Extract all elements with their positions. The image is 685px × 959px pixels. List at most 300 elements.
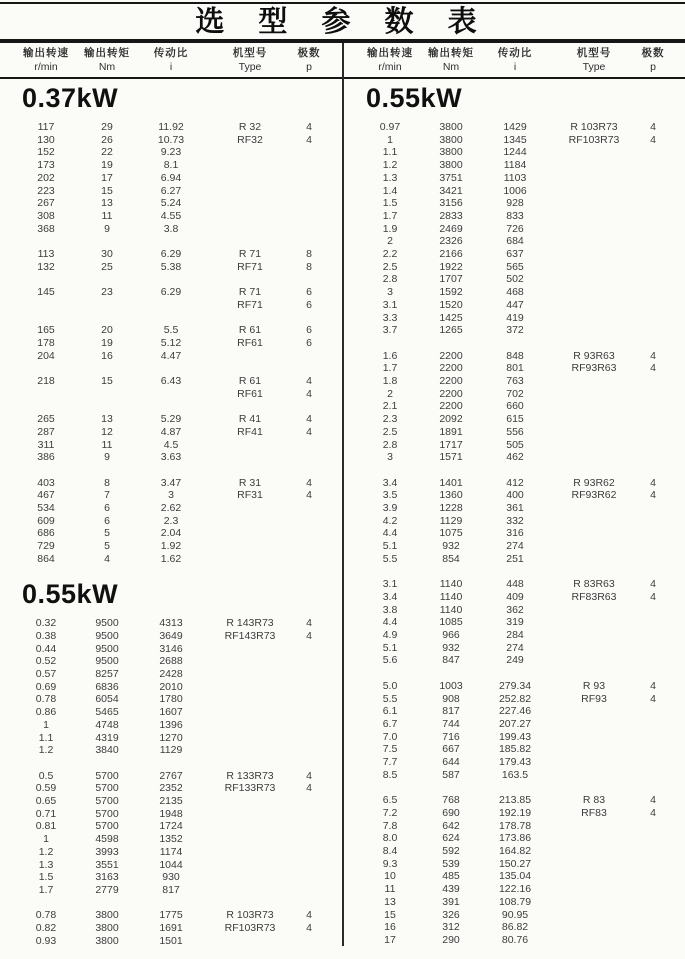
- cell-output-torque: 3156: [439, 197, 463, 210]
- cell-output-torque: 644: [442, 756, 460, 769]
- cell-ratio: 6.27: [160, 184, 182, 197]
- cell-output-torque: 9500: [95, 655, 119, 668]
- cell-output-torque: 1265: [439, 324, 463, 337]
- cell-output-torque: 3800: [439, 121, 463, 133]
- cell-model-type: [212, 693, 288, 706]
- cell-output-torque: 3163: [95, 871, 119, 884]
- table-row: [8, 833, 330, 846]
- cell-output-torque: 9500: [95, 642, 119, 655]
- cell-output-speed: 5.0: [382, 679, 398, 692]
- cell-poles: [288, 820, 330, 833]
- cell-output-torque: 1003: [439, 679, 463, 692]
- cell-poles: 6: [306, 286, 312, 299]
- cell-output-torque: 19: [101, 336, 113, 349]
- cell-poles: 6: [306, 336, 312, 349]
- cell-output-torque: 7: [104, 489, 110, 502]
- column-header-unit: Nm: [98, 61, 116, 73]
- cell-output-speed: 0.93: [35, 934, 57, 947]
- table-row: [352, 134, 674, 147]
- cell-output-speed: 2.5: [382, 425, 398, 438]
- cell-output-torque: 13: [101, 413, 113, 426]
- table-row: [8, 172, 330, 185]
- table-row: [352, 743, 674, 756]
- table-row: [8, 261, 330, 274]
- table-row: [8, 337, 330, 350]
- cell-output-speed: 5.5: [382, 692, 398, 705]
- cell-poles: [632, 883, 674, 896]
- cell-poles: [288, 553, 330, 566]
- cell-output-torque: 1891: [439, 425, 463, 438]
- cell-model-type: [212, 935, 288, 948]
- table-row: [352, 489, 674, 502]
- table-row: [8, 451, 330, 464]
- cell-poles: 8: [306, 260, 312, 273]
- cell-model-type: [556, 832, 632, 845]
- cell-output-speed: 267: [37, 197, 55, 210]
- table-row: [352, 388, 674, 401]
- cell-model-type: R 32: [238, 121, 262, 133]
- table-row: [8, 375, 330, 388]
- cell-output-torque: 2779: [95, 883, 119, 896]
- cell-poles: [288, 197, 330, 210]
- table-row: [8, 668, 330, 681]
- column-header-label: 输出转速: [23, 47, 69, 59]
- cell-ratio: 207.27: [498, 717, 532, 730]
- cell-ratio: 9.23: [160, 146, 182, 159]
- model-group: [352, 477, 674, 566]
- cell-model-type: RF41: [237, 425, 263, 438]
- cell-poles: [288, 172, 330, 185]
- cell-model-type: [212, 808, 288, 821]
- cell-ratio: 135.04: [498, 870, 532, 883]
- page-title: 选 型 参 数 表: [195, 6, 490, 38]
- cell-ratio: [130, 388, 212, 401]
- cell-model-type: [556, 604, 632, 617]
- cell-output-torque: 2833: [439, 209, 463, 222]
- table-row: [352, 210, 674, 223]
- cell-output-speed: 3.9: [382, 502, 398, 515]
- cell-poles: [632, 540, 674, 553]
- cell-output-torque: 1140: [439, 578, 463, 591]
- cell-poles: [288, 935, 330, 948]
- cell-output-speed: 609: [37, 514, 55, 527]
- cell-output-speed: 3: [387, 286, 393, 299]
- cell-poles: [288, 681, 330, 694]
- cell-model-type: [556, 324, 632, 337]
- cell-output-speed: 3.1: [382, 298, 398, 311]
- cell-ratio: 3.8: [163, 222, 179, 235]
- cell-output-speed: 864: [37, 552, 55, 565]
- cell-poles: [632, 172, 674, 185]
- cell-output-torque: 2166: [439, 248, 463, 261]
- cell-output-torque: 6: [104, 502, 110, 514]
- cell-ratio: 316: [506, 527, 524, 540]
- cell-ratio: 2428: [159, 668, 183, 681]
- cell-model-type: [556, 400, 632, 413]
- cell-ratio: 274: [506, 540, 524, 553]
- cell-poles: [632, 324, 674, 337]
- cell-ratio: 274: [506, 641, 524, 654]
- cell-model-type: [556, 185, 632, 198]
- cell-poles: 4: [306, 375, 312, 387]
- cell-output-speed: 1: [387, 133, 393, 146]
- table-row: [352, 616, 674, 629]
- cell-output-speed: 0.78: [35, 693, 57, 706]
- cell-model-type: [212, 515, 288, 528]
- cell-ratio: 409: [506, 590, 524, 603]
- cell-model-type: RF103R73: [568, 133, 620, 146]
- cell-output-torque: 716: [442, 730, 460, 743]
- cell-poles: [288, 732, 330, 745]
- cell-ratio: 502: [506, 273, 524, 286]
- cell-poles: 4: [650, 349, 656, 362]
- cell-model-type: RF143R73: [224, 629, 276, 642]
- cell-model-type: [212, 820, 288, 833]
- cell-model-type: RF61: [237, 336, 263, 349]
- cell-model-type: [556, 146, 632, 159]
- cell-poles: [632, 629, 674, 642]
- cell-ratio: 1691: [159, 922, 183, 935]
- cell-output-torque: 1129: [439, 514, 463, 527]
- header-row-right: [352, 46, 674, 74]
- model-group: [8, 770, 330, 897]
- cell-poles: [288, 223, 330, 236]
- cell-ratio: 4.55: [160, 209, 182, 222]
- cell-ratio: 6.29: [160, 248, 182, 261]
- cell-poles: [632, 439, 674, 452]
- table-row: [352, 197, 674, 210]
- cell-ratio: 80.76: [501, 933, 529, 946]
- cell-output-speed: 467: [37, 489, 55, 502]
- cell-ratio: 5.24: [160, 197, 182, 210]
- cell-ratio: 2352: [159, 782, 183, 795]
- cell-output-speed: 0.65: [35, 795, 57, 808]
- center-column-divider: [342, 43, 344, 946]
- cell-model-type: [556, 909, 632, 922]
- cell-output-speed: 311: [37, 438, 55, 451]
- cell-output-speed: 152: [37, 146, 55, 159]
- cell-output-torque: 20: [101, 324, 113, 337]
- cell-output-torque: 854: [442, 552, 460, 565]
- cell-ratio: 3649: [159, 629, 183, 642]
- cell-output-speed: 4.2: [382, 514, 398, 527]
- column-header-output-torque: [84, 46, 130, 74]
- cell-model-type: RF133R73: [224, 782, 276, 795]
- cell-output-speed: 2.3: [382, 413, 398, 426]
- cell-model-type: R 61: [238, 324, 262, 337]
- model-group: [352, 121, 674, 337]
- cell-output-speed: 2.1: [382, 400, 398, 413]
- cell-output-torque: 2200: [439, 362, 463, 375]
- cell-poles: 4: [306, 489, 312, 502]
- table-row: [352, 731, 674, 744]
- cell-output-torque: 667: [442, 743, 460, 756]
- cell-ratio: 660: [506, 400, 524, 413]
- cell-output-speed: 8.0: [382, 832, 398, 845]
- cell-model-type: [212, 884, 288, 897]
- cell-output-speed: 729: [37, 540, 55, 553]
- table-row: [8, 159, 330, 172]
- cell-poles: [632, 273, 674, 286]
- cell-output-torque: 587: [442, 768, 460, 781]
- table-row: [8, 859, 330, 872]
- cell-ratio: 565: [506, 260, 524, 273]
- cell-output-speed: 0.52: [35, 655, 57, 668]
- table-row: [352, 159, 674, 172]
- cell-output-torque: 3551: [95, 858, 119, 871]
- cell-output-speed: 223: [37, 184, 55, 197]
- cell-output-torque: 9: [104, 222, 110, 235]
- cell-poles: [288, 527, 330, 540]
- cell-ratio: 1270: [159, 731, 183, 744]
- cell-ratio: 637: [506, 248, 524, 261]
- cell-poles: 4: [650, 133, 656, 146]
- cell-model-type: [556, 210, 632, 223]
- cell-poles: [632, 705, 674, 718]
- cell-output-torque: 1922: [439, 260, 463, 273]
- cell-output-speed: 113: [37, 248, 55, 261]
- cell-poles: [632, 312, 674, 325]
- cell-ratio: 2688: [159, 655, 183, 668]
- cell-poles: [632, 502, 674, 515]
- table-row: [8, 693, 330, 706]
- model-group: [8, 617, 330, 757]
- cell-model-type: R 31: [238, 476, 262, 489]
- cell-output-torque: 817: [442, 705, 460, 718]
- cell-poles: [632, 870, 674, 883]
- cell-output-torque: 1401: [439, 476, 463, 489]
- cell-model-type: [212, 197, 288, 210]
- cell-model-type: [556, 553, 632, 566]
- cell-output-speed: 3.4: [382, 590, 398, 603]
- cell-ratio: 1174: [159, 845, 183, 858]
- cell-output-speed: 130: [37, 133, 55, 146]
- cell-model-type: R 93R63: [573, 349, 615, 362]
- table-row: [352, 172, 674, 185]
- cell-output-speed: 1: [43, 833, 49, 846]
- cell-output-torque: 5700: [95, 820, 119, 833]
- cell-model-type: [556, 769, 632, 782]
- cell-model-type: RF83: [581, 806, 607, 819]
- cell-model-type: [212, 540, 288, 553]
- cell-model-type: [212, 146, 288, 159]
- table-row: [8, 388, 330, 401]
- cell-output-speed: 1.7: [382, 362, 398, 375]
- cell-model-type: [556, 858, 632, 871]
- cell-output-speed: 9.3: [382, 857, 398, 870]
- cell-output-speed: 0.97: [379, 121, 401, 133]
- column-header-model-type: [556, 46, 632, 74]
- cell-ratio: 702: [506, 387, 524, 400]
- cell-ratio: 6.43: [160, 375, 182, 387]
- cell-ratio: 163.5: [501, 768, 529, 781]
- cell-model-type: RF71: [237, 298, 263, 311]
- table-row: [8, 413, 330, 426]
- cell-model-type: [556, 896, 632, 909]
- cell-output-speed: 1.2: [382, 159, 398, 172]
- table-row: [352, 299, 674, 312]
- column-header-output-speed: [352, 46, 428, 74]
- cell-ratio: 1129: [159, 744, 183, 757]
- table-row: [8, 795, 330, 808]
- cell-model-type: R 71: [238, 286, 262, 299]
- table-row: [8, 515, 330, 528]
- cell-output-torque: 2200: [439, 349, 463, 362]
- table-row: [8, 527, 330, 540]
- cell-model-type: [212, 185, 288, 198]
- table-row: [352, 286, 674, 299]
- table-row: [8, 909, 330, 922]
- cell-output-speed: 2.5: [382, 260, 398, 273]
- table-row: [8, 185, 330, 198]
- cell-poles: [632, 235, 674, 248]
- table-row: [352, 235, 674, 248]
- cell-output-torque: 5700: [95, 807, 119, 820]
- cell-poles: [288, 502, 330, 515]
- cell-output-speed: 2.8: [382, 273, 398, 286]
- cell-output-speed: 403: [37, 476, 55, 489]
- cell-model-type: [212, 833, 288, 846]
- cell-model-type: [212, 502, 288, 515]
- table-row: [352, 375, 674, 388]
- cell-output-torque: 4: [104, 552, 110, 565]
- cell-output-speed: 16: [384, 921, 396, 934]
- table-row: [352, 718, 674, 731]
- table-row: [8, 489, 330, 502]
- cell-output-torque: 485: [442, 870, 460, 883]
- column-header-poles: [288, 46, 330, 74]
- cell-poles: [288, 159, 330, 172]
- cell-output-torque: 5: [104, 527, 110, 540]
- table-row: [352, 756, 674, 769]
- section-power-title: 0.37kW: [22, 83, 119, 113]
- cell-output-torque: [84, 388, 130, 401]
- section-power-title: 0.55kW: [22, 579, 119, 610]
- cell-output-speed: 202: [37, 171, 55, 184]
- cell-output-torque: 1360: [439, 489, 463, 502]
- cell-ratio: 150.27: [498, 857, 532, 870]
- column-header-label: 传动比: [153, 47, 189, 59]
- cell-output-torque: 3800: [439, 133, 463, 146]
- cell-output-speed: 1.6: [382, 349, 398, 362]
- cell-poles: [632, 921, 674, 934]
- cell-model-type: [212, 527, 288, 540]
- cell-ratio: 108.79: [498, 895, 532, 908]
- cell-poles: [632, 426, 674, 439]
- cell-output-speed: 2: [387, 387, 393, 400]
- column-header-unit: i: [513, 61, 517, 73]
- cell-output-speed: 3.1: [382, 578, 398, 591]
- cell-ratio: 3.47: [160, 476, 182, 489]
- cell-output-torque: 4748: [95, 718, 119, 731]
- table-row: [8, 706, 330, 719]
- cell-output-speed: 15: [384, 908, 396, 921]
- table-row: [352, 350, 674, 363]
- cell-output-speed: 1.7: [382, 209, 398, 222]
- table-row: [8, 439, 330, 452]
- column-header-label: 极数: [297, 47, 321, 59]
- cell-output-torque: 744: [442, 717, 460, 730]
- cell-model-type: [556, 451, 632, 464]
- cell-poles: 4: [650, 121, 656, 133]
- table-row: [8, 643, 330, 656]
- cell-poles: 4: [306, 387, 312, 400]
- cell-output-speed: 0.69: [35, 680, 57, 693]
- table-row: [8, 134, 330, 147]
- cell-model-type: [556, 527, 632, 540]
- cell-ratio: 11.92: [158, 121, 184, 133]
- cell-model-type: [556, 515, 632, 528]
- cell-output-speed: 165: [37, 324, 55, 337]
- table-row: [352, 654, 674, 667]
- cell-output-torque: 15: [101, 375, 113, 387]
- cell-poles: [632, 261, 674, 274]
- cell-output-speed: 5.1: [382, 641, 398, 654]
- cell-output-speed: 7.8: [382, 819, 398, 832]
- cell-poles: [632, 769, 674, 782]
- cell-poles: 4: [306, 413, 312, 426]
- cell-poles: [632, 858, 674, 871]
- cell-ratio: 2.04: [160, 527, 182, 540]
- table-row: [352, 705, 674, 718]
- cell-output-speed: 0.82: [35, 922, 57, 935]
- table-row: [352, 642, 674, 655]
- cell-ratio: 6.29: [160, 286, 182, 299]
- cell-ratio: 1103: [503, 171, 527, 184]
- cell-output-torque: 25: [101, 260, 113, 273]
- table-row: [8, 884, 330, 897]
- cell-ratio: 2.3: [163, 514, 179, 527]
- table-row: [8, 935, 330, 948]
- cell-poles: [288, 744, 330, 757]
- table-row: [8, 846, 330, 859]
- cell-model-type: [556, 654, 632, 667]
- cell-poles: [288, 871, 330, 884]
- cell-output-speed: 0.38: [35, 629, 57, 642]
- cell-model-type: [556, 172, 632, 185]
- cell-model-type: RF93: [581, 692, 607, 705]
- cell-poles: [632, 553, 674, 566]
- cell-poles: [632, 451, 674, 464]
- cell-poles: [632, 223, 674, 236]
- cell-output-speed: 3.8: [382, 603, 398, 616]
- cell-output-torque: 9500: [95, 629, 119, 642]
- cell-output-speed: 2.8: [382, 438, 398, 451]
- cell-ratio: [130, 299, 212, 312]
- table-row: [8, 540, 330, 553]
- table-row: [352, 832, 674, 845]
- cell-output-speed: 0.71: [35, 807, 57, 820]
- cell-poles: [632, 832, 674, 845]
- cell-output-speed: 4.4: [382, 527, 398, 540]
- cell-model-type: [556, 756, 632, 769]
- cell-poles: [632, 185, 674, 198]
- cell-output-torque: 391: [442, 895, 460, 908]
- cell-output-torque: 5700: [95, 795, 119, 808]
- column-header-output-torque: [428, 46, 474, 74]
- cell-ratio: 1184: [503, 159, 527, 172]
- cell-output-speed: 368: [37, 222, 55, 235]
- table-row: [8, 770, 330, 783]
- cell-ratio: 1345: [503, 133, 527, 146]
- cell-model-type: [212, 744, 288, 757]
- cell-output-speed: 7.7: [382, 756, 398, 769]
- table-row: [352, 121, 674, 134]
- cell-poles: [288, 439, 330, 452]
- cell-poles: [288, 706, 330, 719]
- cell-poles: 4: [306, 121, 312, 133]
- model-group: [352, 350, 674, 464]
